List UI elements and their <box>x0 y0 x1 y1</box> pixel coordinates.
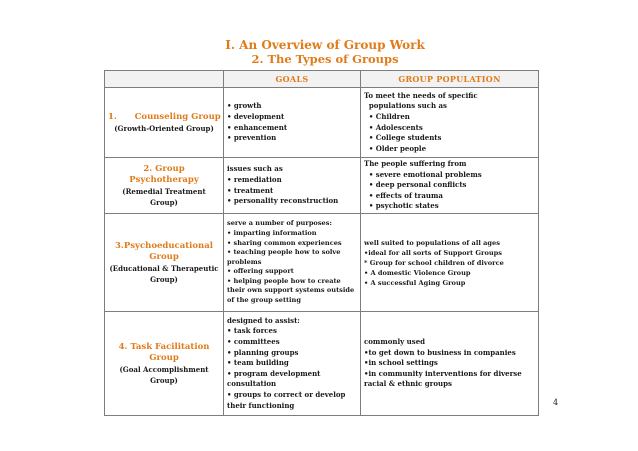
population-item: • psychotic states <box>364 201 439 211</box>
page-number: 4 <box>553 398 559 407</box>
goal-item: • offering support <box>227 267 294 276</box>
goal-item: • sharing common experiences <box>227 238 342 247</box>
population-item: To meet the needs of specific <box>364 90 478 100</box>
population-item: • severe emotional problems <box>364 169 482 179</box>
goal-item: • remediation <box>227 174 282 184</box>
population-cell <box>361 214 539 312</box>
population-item: • effects of trauma <box>364 190 443 200</box>
goals-cell <box>224 312 361 416</box>
population-item: populations such as <box>364 101 447 111</box>
group-name: 3.Psychoeducational Group <box>115 240 213 262</box>
goals-cell <box>224 88 361 158</box>
header-population: GROUP POPULATION <box>361 71 539 88</box>
goal-item: • groups to correct or develop their functioning <box>227 389 346 410</box>
group-name-cell <box>105 214 224 312</box>
table-row <box>105 312 539 416</box>
goal-item: designed to assist: <box>227 315 300 325</box>
goal-item: • team building <box>227 358 289 368</box>
population-item: • Adolescents <box>364 122 423 132</box>
header-goals: GOALS <box>224 71 361 88</box>
population-item: • Older people <box>364 143 427 153</box>
population-item: • A domestic Violence Group <box>364 268 471 277</box>
population-item: •in school settings <box>364 358 438 368</box>
goal-item: • prevention <box>227 133 277 143</box>
population-item: * Group for school children of divorce <box>364 258 504 267</box>
population-item: •in community interventions for diverse racial & ethnic groups <box>364 368 522 389</box>
population-item: well suited to populations of all ages <box>364 238 500 247</box>
population-item: • Children <box>364 111 410 121</box>
goals-cell <box>224 214 361 312</box>
population-cell <box>361 88 539 158</box>
title-block <box>0 38 638 66</box>
goal-item: • planning groups <box>227 347 299 357</box>
population-item: • deep personal conflicts <box>364 180 467 190</box>
goal-item: • teaching people how to solve problems <box>227 248 341 266</box>
goal-item: • imparting information <box>227 228 317 237</box>
group-name-cell <box>105 312 224 416</box>
header-empty <box>105 71 224 88</box>
population-cell <box>361 158 539 214</box>
header-row <box>105 71 539 88</box>
goal-item: • program development consultation <box>227 368 321 389</box>
goal-item: • personality reconstruction <box>227 196 339 206</box>
goal-item: issues such as <box>227 164 283 174</box>
population-item: commonly used <box>364 337 426 347</box>
group-name-cell <box>105 88 224 158</box>
group-name: 1. Counseling Group <box>108 111 221 122</box>
population-item: •ideal for all sorts of Support Groups <box>364 248 502 257</box>
table-row <box>105 88 539 158</box>
population-item: •to get down to business in companies <box>364 347 516 357</box>
group-types-table <box>104 70 539 416</box>
goals-cell <box>224 158 361 214</box>
group-name: 2. Group Psychotherapy <box>129 163 199 185</box>
goal-item: • enhancement <box>227 122 288 132</box>
goal-item: • development <box>227 111 285 121</box>
group-name-cell <box>105 158 224 214</box>
goal-item: • helping people how to create their own support systems outside of the group setting <box>227 276 355 305</box>
page-title: I. An Overview of Group Work <box>225 38 425 52</box>
table-row <box>105 158 539 214</box>
group-subtitle: (Growth-Oriented Group) <box>114 123 214 133</box>
goal-item: serve a number of purposes: <box>227 219 332 228</box>
goal-item: • committees <box>227 337 280 347</box>
population-item: • College students <box>364 133 442 143</box>
group-subtitle: (Educational & Therapeutic Group) <box>109 263 219 284</box>
goal-item: • treatment <box>227 185 274 195</box>
page-subtitle: 2. The Types of Groups <box>251 52 399 66</box>
group-subtitle: (Goal Accomplishment Group) <box>119 364 209 385</box>
group-name: 4. Task Facilitation Group <box>118 341 210 363</box>
goal-item: • task forces <box>227 326 277 336</box>
group-subtitle: (Remedial Treatment Group) <box>122 186 206 207</box>
goal-item: • growth <box>227 101 262 111</box>
population-item: The people suffering from <box>364 159 467 169</box>
table-row <box>105 214 539 312</box>
population-item: • A successful Aging Group <box>364 278 466 287</box>
population-cell <box>361 312 539 416</box>
